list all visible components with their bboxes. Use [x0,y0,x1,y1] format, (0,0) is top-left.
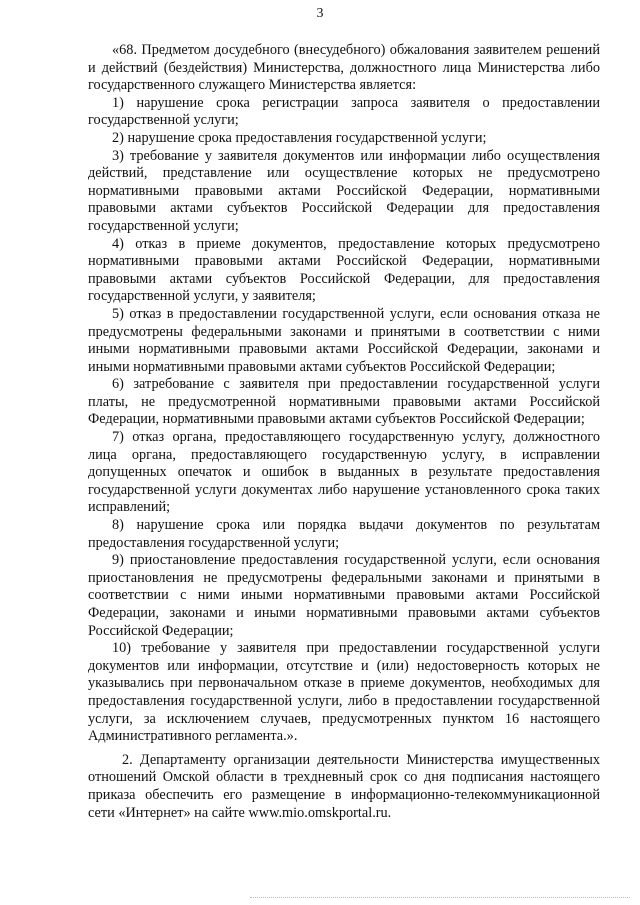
list-item-2: 2) нарушение срока предоставления государственной услуги; [112,129,487,146]
bottom-scan-line [250,897,630,898]
list-item-10: 10) требование у заявителя при предоставлении государственной услуги документов или информации, отсутствие и (или) недостоверность которых не указывались при первоначальном отказе в приеме документов, необходимых для предоставления государственной услуги, либо в предоставлении государственной услуги, за исключением случаев, предусмотренных пунктом 16 настоящего Административного регламента.». [88,640,600,745]
list-item-3: 3) требование у заявителя документов или информации либо осуществления действий, представление или осуществление которых не предусмотрено нормативными правовыми актами Российской Федерации, нормативными правовыми актами субъектов Российской Федерации для предоставления государственной услуги; [88,147,600,234]
paragraph-2-department: 2. Департаменту организации деятельности Министерства имущественных отношений Омской области в трехдневный срок со дня подписания настоящего приказа обеспечить его размещение в информационно-телекоммуникационной сети «Интернет» на сайте www.mio.omskportal.ru. [88,751,600,821]
page-number: 3 [316,6,324,21]
list-item-4: 4) отказ в приеме документов, предоставление которых предусмотрено нормативными правовыми актами Российской Федерации, нормативными правовыми актами субъектов Российской Федерации, для предоставления государственной услуги, у заявителя; [88,235,600,305]
list-item-5: 5) отказ в предоставлении государственной услуги, если основания отказа не предусмотрены федеральными законами и принятыми в соответствии с ними иными нормативными правовыми актами Российской Федерации, законами и иными нормативными правовыми актами субъектов Российской Федерации; [88,305,600,375]
list-item-8: 8) нарушение срока или порядка выдачи документов по результатам предоставления государственной услуги; [88,517,600,551]
paragraph-68-intro: «68. Предметом досудебного (внесудебного) обжалования заявителем решений и действий (бездействия) Министерства, должностного лица Министерства либо государственного служащего Министерства является: [88,42,600,94]
document-body [88,42,600,822]
list-item-9: 9) приостановление предоставления государственной услуги, если основания приостановления не предусмотрены федеральными законами и принятыми в соответствии с ними иными нормативными правовыми актами Российской Федерации, законами и иными нормативными правовыми актами субъектов Российской Федерации; [88,552,600,639]
list-item-1: 1) нарушение срока регистрации запроса заявителя о предоставлении государственной услуги; [88,94,600,129]
list-item-7: 7) отказ органа, предоставляющего государственную услугу, должностного лица органа, предоставляющего государственную услугу, в исправлении допущенных опечаток и ошибок в выданных в результате предоставления государственной услуги документах либо нарушение установленного срока таких исправлений; [88,429,600,516]
list-item-6: 6) затребование с заявителя при предоставлении государственной услуги платы, не предусмотренной нормативными правовыми актами Российской Федерации, нормативными правовыми актами субъектов Российской Федерации; [88,376,600,428]
